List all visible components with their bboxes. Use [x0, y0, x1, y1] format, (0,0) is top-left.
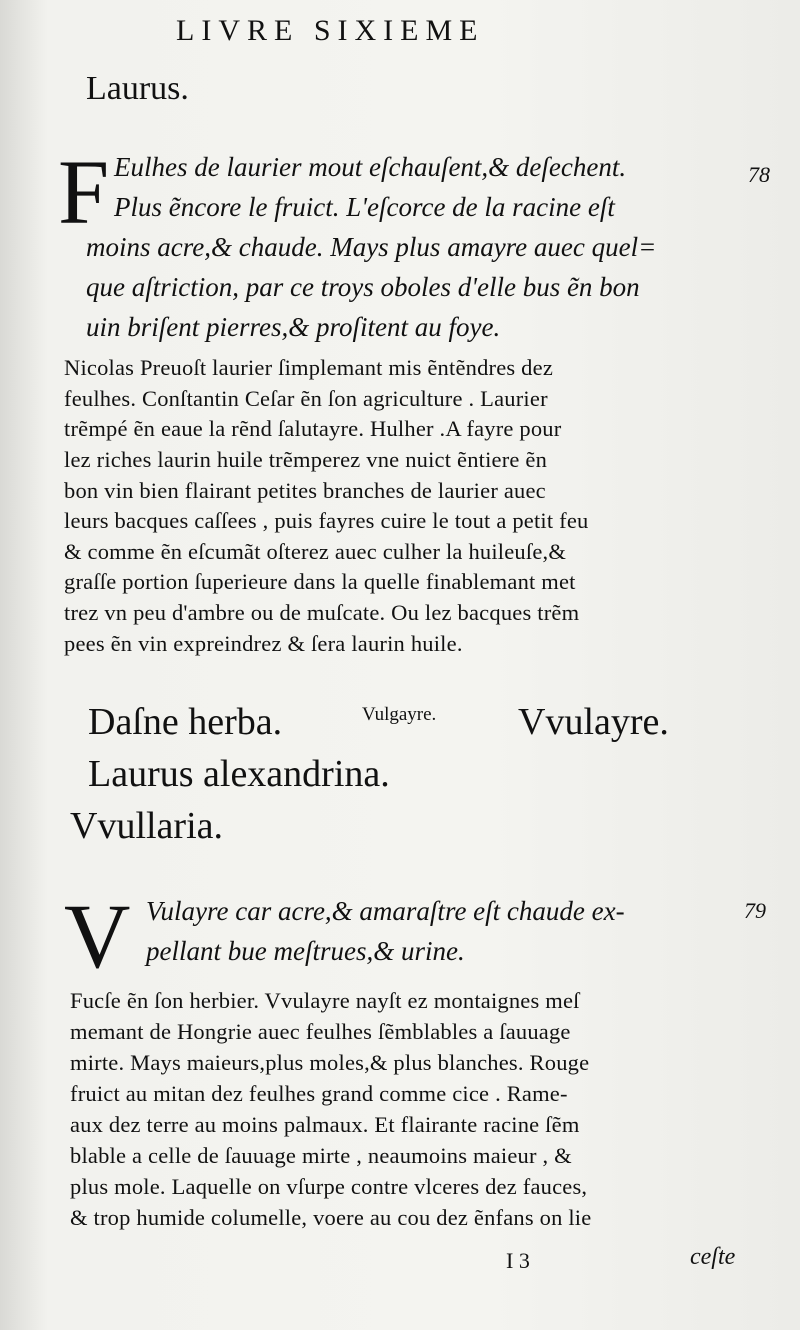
body-line: trẽmpé ẽn eaue la rẽnd ſalutayre. Hulher .A fayre pour — [64, 416, 562, 441]
running-head: LIVRE SIXIEME — [176, 14, 485, 47]
body-line: memant de Hongrie auec feulhes ſẽmblables a ſauuage — [70, 1019, 571, 1044]
body-line: mirte. Mays maieurs,plus moles,& plus blanches. Rouge — [70, 1050, 590, 1075]
body-line: aux dez terre au moins palmaux. Et flairante racine ſẽm — [70, 1112, 580, 1137]
body-line: leurs bacques caſſees , puis fayres cuire le tout a petit feu — [64, 508, 589, 533]
body-line: pees ẽn vin expreindrez & ſera laurin huile. — [64, 631, 463, 656]
body-line: Nicolas Preuoſt laurier ſimplemant mis ẽntẽndres dez — [64, 355, 554, 380]
margin-number: 79 — [744, 898, 766, 923]
italic-line: Eulhes de laurier mout eſchauſent,& deſechent. — [114, 152, 627, 182]
synonym-laurus-alexandrina: Laurus alexandrina. — [88, 753, 390, 795]
body-line: lez riches laurin huile trẽmperez vne nuict ẽntiere ẽn — [64, 447, 548, 472]
italic-line: que aſtriction, par ce troys oboles d'elle bus ẽn bon — [86, 272, 640, 302]
drop-cap-v: V — [64, 885, 131, 987]
vulgar-label: Vulgayre. — [362, 704, 437, 725]
body-line: plus mole. Laquelle on vſurpe contre vlceres dez fauces, — [70, 1174, 588, 1199]
synonym-dasne-herba: Daſne herba. — [88, 701, 283, 743]
body-line: & trop humide columelle, voere au cou dez ẽnfans on lie — [70, 1205, 592, 1230]
synonym-vvullaria: Vvullaria. — [70, 805, 224, 847]
body-line: bon vin bien flairant petites branches de laurier auec — [64, 478, 546, 503]
body-line: trez vn peu d'ambre ou de muſcate. Ou lez bacques trẽm — [64, 600, 580, 625]
italic-line: Vulayre car acre,& amaraſtre eſt chaude ex- — [146, 896, 625, 926]
italic-line: pellant bue meſtrues,& urine. — [146, 936, 465, 966]
signature-mark: I 3 — [506, 1248, 530, 1273]
body-line: fruict au mitan dez feulhes grand comme cice . Rame- — [70, 1081, 568, 1106]
body-line: feulhes. Conſtantin Ceſar ẽn ſon agriculture . Laurier — [64, 386, 548, 411]
body-line: Fucſe ẽn ſon herbier. Vvulayre nayſt ez montaignes meſ — [70, 988, 580, 1013]
italic-line: moins acre,& chaude. Mays plus amayre auec quel= — [86, 232, 657, 262]
entry-title-laurus: Laurus. — [86, 70, 189, 107]
margin-number: 78 — [748, 162, 770, 187]
italic-line: Plus ẽncore le fruict. L'eſcorce de la racine eſt — [114, 192, 615, 222]
body-line: graſſe portion ſuperieure dans la quelle finablemant met — [64, 569, 576, 594]
catchword: ceſte — [690, 1244, 736, 1270]
body-line: & comme ẽn eſcumãt oſterez auec culher la huileuſe,& — [64, 539, 567, 564]
vulgar-name: Vvulayre. — [518, 701, 669, 743]
italic-line: uin briſent pierres,& proſitent au foye. — [86, 312, 501, 342]
drop-cap-f: F — [58, 141, 110, 243]
body-line: blable a celle de ſauuage mirte , neaumoins maieur , & — [70, 1143, 572, 1168]
